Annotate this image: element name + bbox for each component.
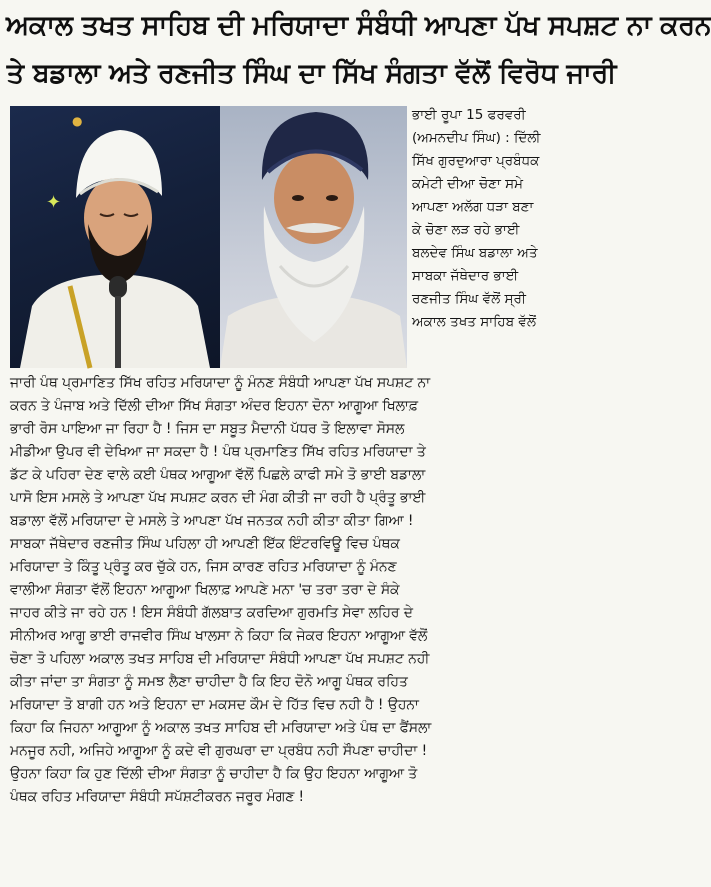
- column-line: ਸਾਬਕਾ ਜੱਥੇਦਾਰ ਭਾਈ: [412, 268, 519, 284]
- body-line: ਮਰਿਯਾਦਾ ਤੇ ਕਿੰਤੂ ਪ੍ਰੰਤੂ ਕਰ ਚੁੱਕੇ ਹਨ, ਜਿਸ ਕਾਰਣ ਰਹਿਤ ਮਰਿਯਾਦਾ ਨੂੰ ਮੰਨਣ: [10, 559, 397, 575]
- column-line: ਬਲਦੇਵ ਸਿੰਘ ਬਡਾਲਾ ਅਤੇ: [412, 245, 538, 261]
- column-line: ਰਣਜੀਤ ਸਿੰਘ ਵੱਲੋਂ ਸ੍ਰੀ: [412, 291, 526, 307]
- elder-figure: [220, 106, 407, 368]
- body-line: ਪਾਸੋ ਇਸ ਮਸਲੇ ਤੇ ਆਪਣਾ ਪੱਖ ਸਪਸ਼ਟ ਕਰਨ ਦੀ ਮੰਗ ਕੀਤੀ ਜਾ ਰਹੀ ਹੈ ਪ੍ਰੰਤੂ ਭਾਈ: [10, 490, 426, 506]
- column-line: ਕਮੇਟੀ ਦੀਆ ਚੋਣਾ ਸਮੇ: [412, 176, 523, 192]
- body-line: ਕਿਹਾ ਕਿ ਜਿਹਨਾ ਆਗੂਆ ਨੂੰ ਅਕਾਲ ਤਖਤ ਸਾਹਿਬ ਦੀ ਮਰਿਯਾਦਾ ਅਤੇ ਪੰਥ ਦਾ ਫੈਂਸਲਾ: [10, 720, 432, 736]
- column-line: ਅਕਾਲ ਤਖਤ ਸਾਹਿਬ ਵੱਲੋਂ: [412, 314, 537, 330]
- body-line: ਕੀਤਾ ਜਾਂਦਾ ਤਾ ਸੰਗਤਾ ਨੂੰ ਸਮਝ ਲੈਣਾ ਚਾਹੀਦਾ ਹੈ ਕਿ ਇਹ ਦੋਨੋ ਆਗੂ ਪੰਥਕ ਰਹਿਤ: [10, 674, 408, 690]
- side-column-text: [412, 104, 614, 334]
- speaker-figure: [10, 106, 220, 368]
- news-photo: [10, 106, 407, 368]
- body-line: ਜਾਰੀ ਪੰਥ ਪ੍ਰਮਾਣਿਤ ਸਿੱਖ ਰਹਿਤ ਮਰਿਯਾਦਾ ਨੂੰ ਮੰਨਣ ਸੰਬੰਧੀ ਆਪਣਾ ਪੱਖ ਸਪਸ਼ਟ ਨਾ: [10, 375, 431, 391]
- body-line: ਬਡਾਲਾ ਵੱਲੋਂ ਮਰਿਯਾਦਾ ਦੇ ਮਸਲੇ ਤੇ ਆਪਣਾ ਪੱਖ ਜਨਤਕ ਨਹੀ ਕੀਤਾ ਕੀਤਾ ਗਿਆ !: [10, 513, 414, 529]
- body-line: ਮਰਿਯਾਦਾ ਤੋ ਬਾਗੀ ਹਨ ਅਤੇ ਇਹਨਾ ਦਾ ਮਕਸਦ ਕੌਮ ਦੇ ਹਿੱਤ ਵਿਚ ਨਹੀ ਹੈ ! ਉਹਨਾ: [10, 697, 419, 713]
- column-line: ਕੇ ਚੋਣਾ ਲੜ ਰਹੇ ਭਾਈ: [412, 222, 520, 238]
- body-line: ਪੰਥਕ ਰਹਿਤ ਮਰਿਯਾਦਾ ਸੰਬੰਧੀ ਸਪੱਸ਼ਟੀਕਰਨ ਜਰੂਰ ਮੰਗਣ !: [10, 789, 305, 805]
- column-line: ਸਿੱਖ ਗੁਰਦੁਆਰਾ ਪ੍ਰਬੰਧਕ: [412, 153, 540, 169]
- headline-line-1: ਅਕਾਲ ਤਖਤ ਸਾਹਿਬ ਦੀ ਮਰਿਯਾਦਾ ਸੰਬੰਧੀ ਆਪਣਾ ਪੱਖ ਸਪਸ਼ਟ ਨਾ ਕਰਨ: [6, 10, 711, 41]
- body-line: ਭਾਰੀ ਰੋਸ ਪਾਇਆ ਜਾ ਰਿਹਾ ਹੈ ! ਜਿਸ ਦਾ ਸਬੂਤ ਮੈਦਾਨੀ ਪੱਧਰ ਤੋ ਇਲਾਵਾ ਸੋਸਲ: [10, 421, 405, 437]
- photo-speaker-at-microphone: [10, 106, 220, 368]
- body-line: ਮਨਜੂਰ ਨਹੀ, ਅਜਿਹੇ ਆਗੂਆ ਨੂੰ ਕਦੇ ਵੀ ਗੁਰਘਰਾ ਦਾ ਪ੍ਰਬੰਧ ਨਹੀ ਸੌਪਣਾ ਚਾਹੀਦਾ !: [10, 743, 428, 759]
- body-line: ਸਾਬਕਾ ਜੱਥੇਦਾਰ ਰਣਜੀਤ ਸਿੰਘ ਪਹਿਲਾ ਹੀ ਆਪਣੀ ਇੱਕ ਇੰਟਰਵਿਊ ਵਿਚ ਪੰਥਕ: [10, 536, 400, 552]
- column-line: (ਅਮਨਦੀਪ ਸਿੰਘ) : ਦਿੱਲੀ: [412, 130, 541, 146]
- article-body: [10, 372, 613, 809]
- body-line: ਜਾਹਰ ਕੀਤੇ ਜਾ ਰਹੇ ਹਨ ! ਇਸ ਸੰਬੰਧੀ ਗੱਲਬਾਤ ਕਰਦਿਆ ਗੁਰਮਤਿ ਸੇਵਾ ਲਹਿਰ ਦੇ: [10, 605, 413, 621]
- body-line: ਉਹਨਾ ਕਿਹਾ ਕਿ ਹੁਣ ਦਿੱਲੀ ਦੀਆ ਸੰਗਤਾ ਨੂੰ ਚਾਹੀਦਾ ਹੈ ਕਿ ਉਹ ਇਹਨਾ ਆਗੂਆ ਤੋ: [10, 766, 418, 782]
- body-line: ਚੋਣਾ ਤੋ ਪਹਿਲਾ ਅਕਾਲ ਤਖਤ ਸਾਹਿਬ ਦੀ ਮਰਿਯਾਦਾ ਸੰਬੰਧੀ ਆਪਣਾ ਪੱਖ ਸਪਸ਼ਟ ਨਹੀ: [10, 651, 430, 667]
- headline-line-2: ਤੇ ਬਡਾਲਾ ਅਤੇ ਰਣਜੀਤ ਸਿੰਘ ਦਾ ਸਿੱਖ ਸੰਗਤਾ ਵੱਲੋਂ ਵਿਰੋਧ ਜਾਰੀ: [6, 58, 617, 89]
- sparkle-icon: ✦: [46, 192, 62, 213]
- body-line: ਵਾਲੀਆ ਸੰਗਤਾ ਵੱਲੋਂ ਇਹਨਾ ਆਗੂਆ ਖਿਲਾਫ਼ ਆਪਣੇ ਮਨਾ 'ਚ ਤਰਾ ਤਰਾ ਦੇ ਸੰਕੇ: [10, 582, 400, 598]
- body-line: ਡੱਟ ਕੇ ਪਹਿਰਾ ਦੇਣ ਵਾਲੇ ਕਈ ਪੰਥਕ ਆਗੂਆ ਵੱਲੋਂ ਪਿਛਲੇ ਕਾਫੀ ਸਮੇ ਤੋ ਭਾਈ ਬਡਾਲਾ: [10, 467, 426, 483]
- body-line: ਮੀਡੀਆ ਉਪਰ ਵੀ ਦੇਖਿਆ ਜਾ ਸਕਦਾ ਹੈ ! ਪੰਥ ਪ੍ਰਮਾਣਿਤ ਸਿੱਖ ਰਹਿਤ ਮਰਿਯਾਦਾ ਤੇ: [10, 444, 426, 460]
- body-line: ਕਰਨ ਤੇ ਪੰਜਾਬ ਅਤੇ ਦਿੱਲੀ ਦੀਆ ਸਿੱਖ ਸੰਗਤਾ ਅੰਦਰ ਇਹਨਾ ਦੋਨਾ ਆਗੂਆ ਖਿਲਾਫ਼: [10, 398, 418, 414]
- column-line: ਆਪਣਾ ਅਲੱਗ ਧੜਾ ਬਣਾ: [412, 199, 534, 215]
- column-line: ਭਾਈ ਰੂਪਾ 15 ਫਰਵਰੀ: [412, 107, 526, 123]
- body-line: ਸੀਨੀਅਰ ਆਗੂ ਭਾਈ ਰਾਜਵੀਰ ਸਿੰਘ ਖਾਲਸਾ ਨੇ ਕਿਹਾ ਕਿ ਜੇਕਰ ਇਹਨਾ ਆਗੂਆ ਵੱਲੋਂ: [10, 628, 428, 644]
- sparkle-icon: ●: [72, 114, 83, 128]
- photo-elder-portrait: [220, 106, 407, 368]
